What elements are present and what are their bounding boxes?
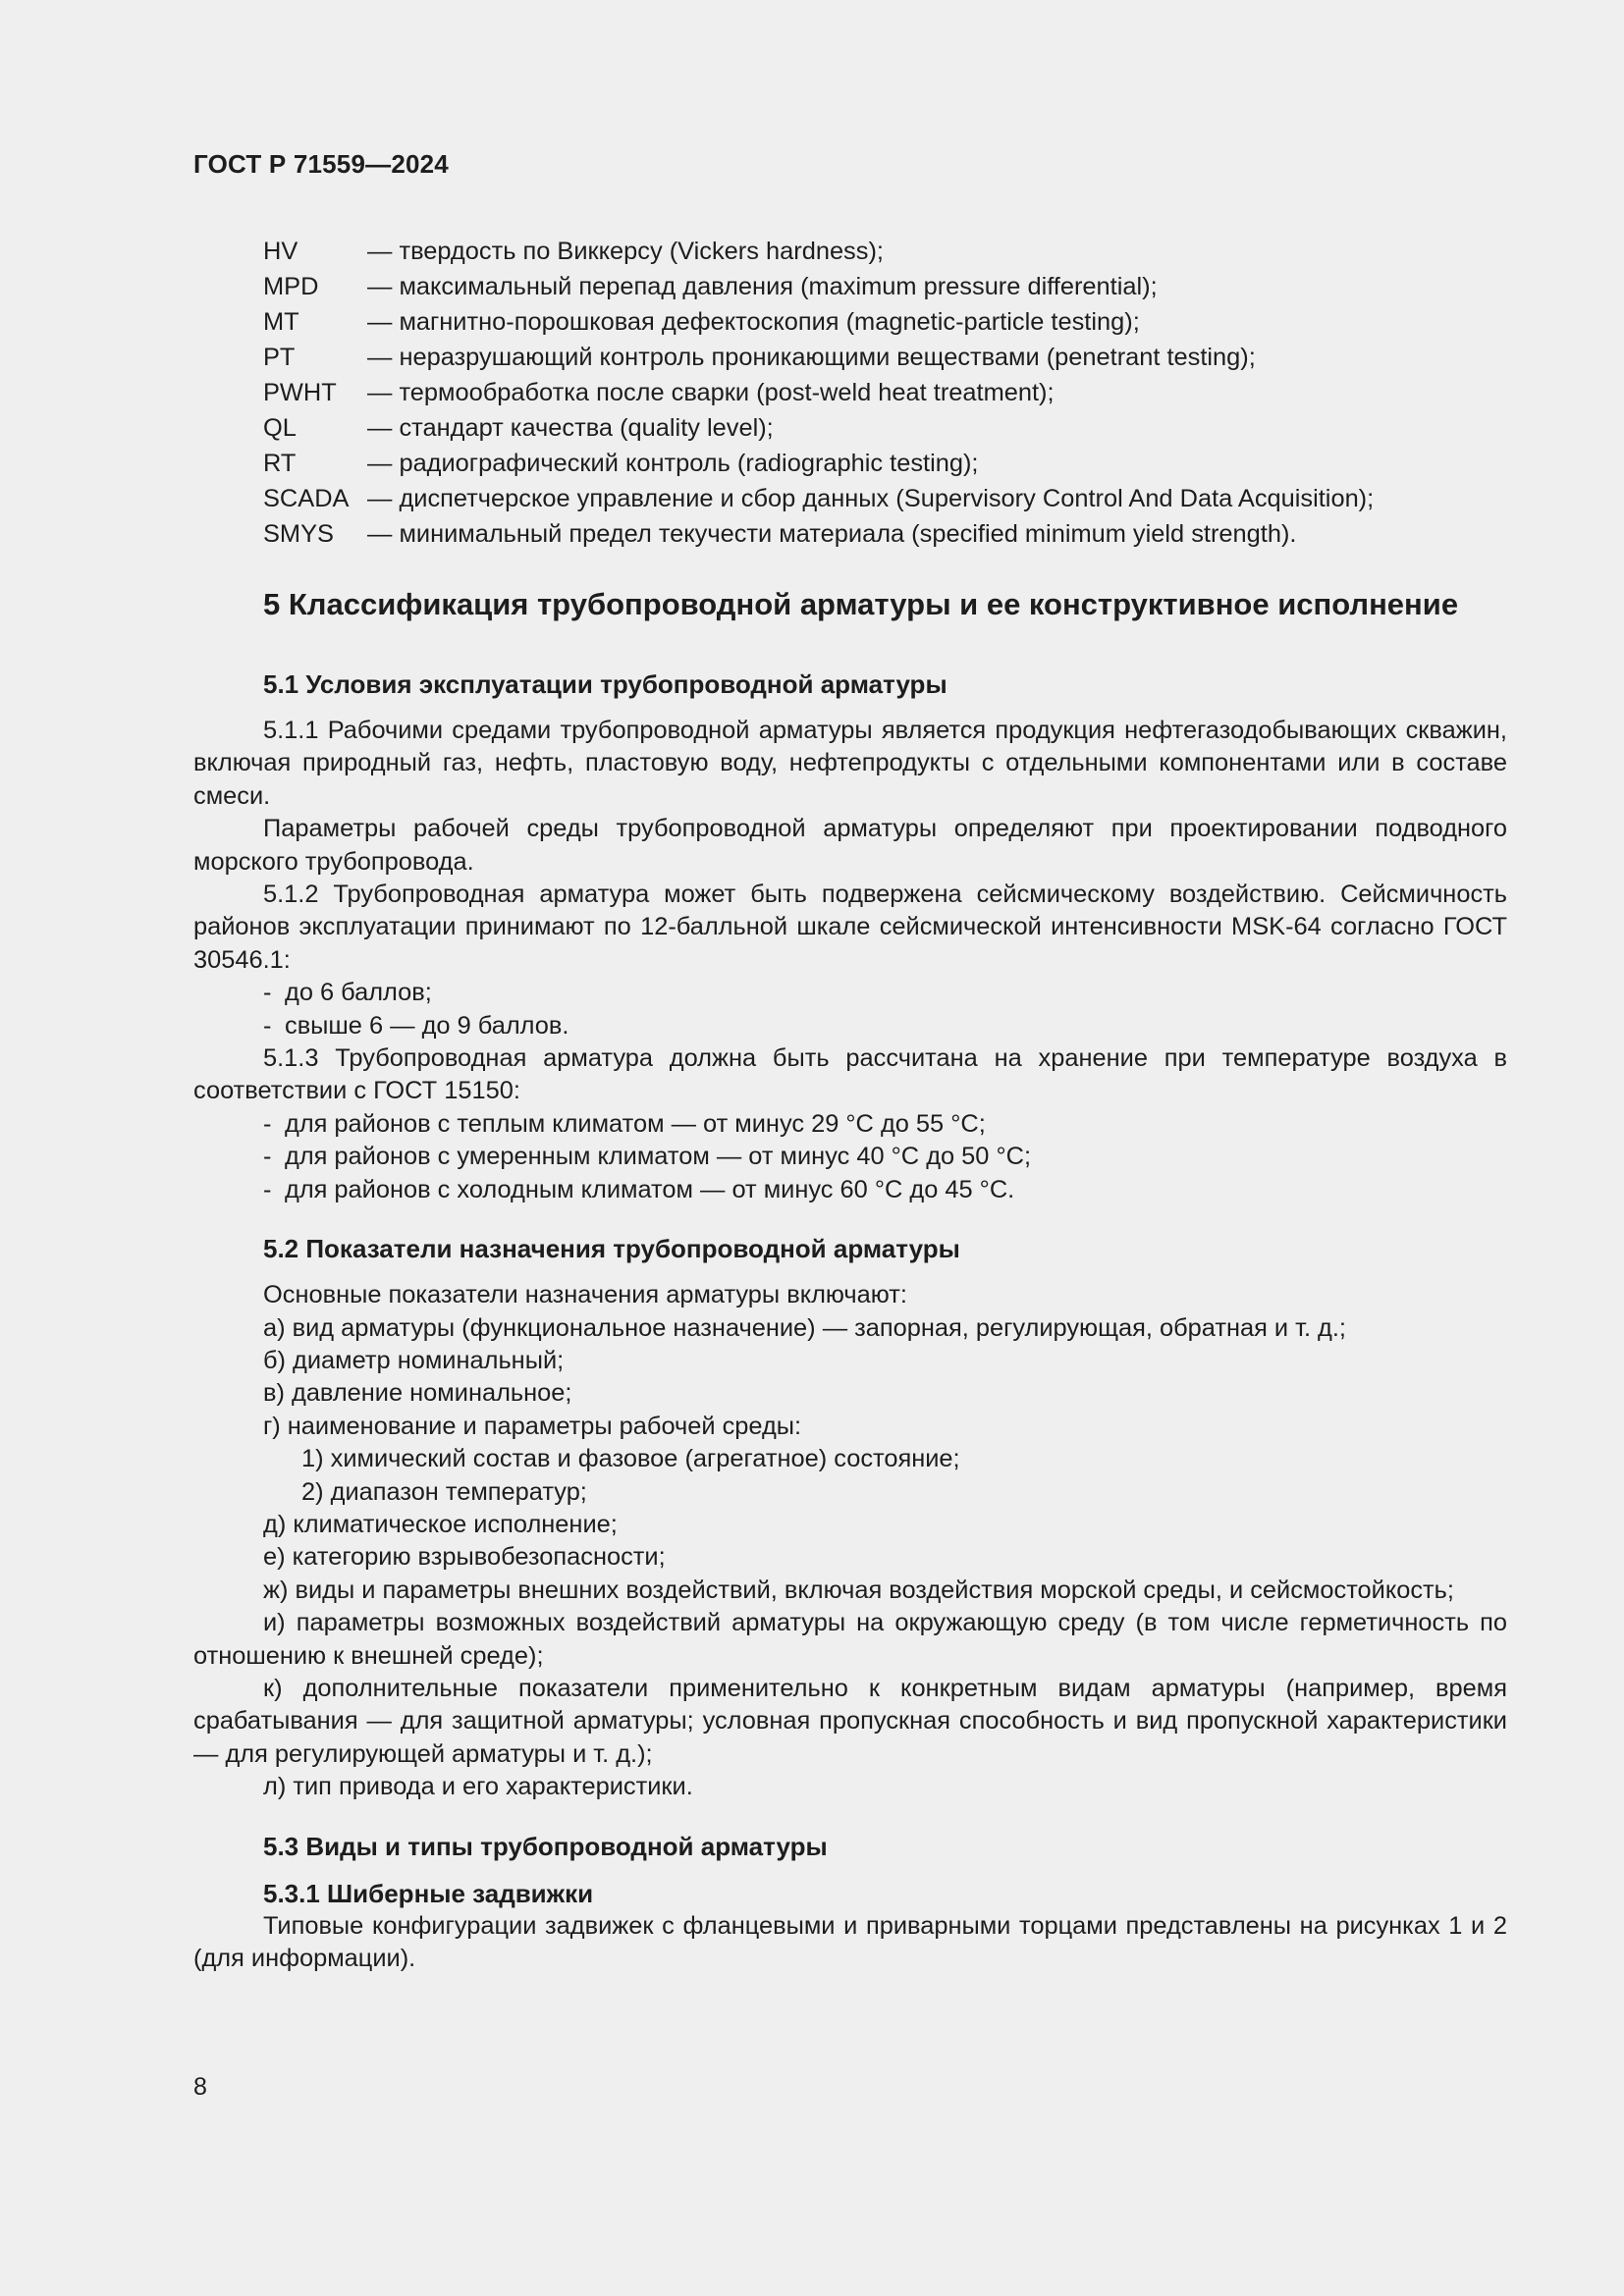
paragraph-5-3-1: Типовые конфигурации задвижек с фланцевыми и приварными торцами представлены на рисунках 1 и 2 (для информации). [193,1911,1507,1972]
abbreviation-term: HV [263,238,298,265]
abbreviation-term: SMYS [263,520,334,548]
section-5-3-1-heading: 5.3.1 Шиберные задвижки [263,1878,594,1908]
list-item: - для районов с умеренным климатом — от минус 40 °C до 50 °C; [263,1141,1507,1173]
list-item-v: в) давление номинальное; [263,1379,572,1408]
list-item-l: л) тип привода и его характеристики. [263,1773,693,1801]
page-number: 8 [193,2073,207,2101]
abbreviation-definition: — минимальный предел текучести материала (specified minimum yield strength). [367,520,1297,548]
abbreviation-definition: — стандарт качества (quality level); [367,414,774,442]
list-item-text: для районов с холодным климатом — от минус 60 °C до 45 °C. [285,1175,1015,1203]
document-body [193,585,1507,1975]
list-item-text: для районов с умеренным климатом — от минус 40 °C до 50 °C; [285,1143,1032,1171]
abbreviation-row [263,304,1540,340]
abbreviation-row [263,269,1540,304]
list-item-d: д) климатическое исполнение; [263,1510,618,1538]
abbreviation-term: QL [263,414,297,442]
abbreviation-term: SCADA [263,485,350,512]
list-item-g1: 1) химический состав и фазовое (агрегатное) состояние; [301,1445,960,1473]
list-item-text: свыше 6 — до 9 баллов. [285,1011,569,1040]
abbreviation-definition: — термообработка после сварки (post-weld heat treatment); [367,379,1055,406]
abbreviation-row [263,516,1540,552]
abbreviation-definition: — диспетчерское управление и сбор данных (Supervisory Control And Data Acquisition); [367,485,1375,512]
section-5-1-heading: 5.1 Условия эксплуатации трубопроводной арматуры [263,669,947,699]
list-item-text: для районов с теплым климатом — от минус 29 °C до 55 °C; [285,1109,986,1138]
list-item-b: б) диаметр номинальный; [263,1346,565,1374]
abbreviation-term: PT [263,344,296,371]
section-5-3-heading: 5.3 Виды и типы трубопроводной арматуры [263,1831,828,1861]
list-item: - для районов с холодным климатом — от минус 60 °C до 45 °C. [263,1174,1507,1206]
abbreviation-row [263,340,1540,375]
list-item-text: до 6 баллов; [285,979,432,1007]
paragraph-5-1-2: 5.1.2 Трубопроводная арматура может быть подвержена сейсмическому воздействию. Сейсмичность районов эксплуатации принимают по 12-балльной шкале сейсмической интенсивности MSK-64 согласно ГОСТ 30546.1: [193,881,1507,974]
abbreviation-row [263,375,1540,410]
paragraph-5-1-1-params: Параметры рабочей среды трубопроводной арматуры определяют при проектировании подводного морского трубопровода. [193,815,1507,876]
abbreviation-term: MT [263,308,299,336]
list-item: - свыше 6 — до 9 баллов. [263,1010,1507,1042]
paragraph-5-2-intro: Основные показатели назначения арматуры включают: [263,1281,907,1309]
list-item-e: е) категорию взрывобезопасности; [263,1543,666,1572]
abbreviation-row [263,234,1540,269]
list-item-a: а) вид арматуры (функциональное назначение) — запорная, регулирующая, обратная и т. д.; [263,1313,1346,1342]
abbreviation-row [263,446,1540,481]
document-code-header: ГОСТ Р 71559—2024 [193,149,449,179]
abbreviation-term: RT [263,450,297,477]
abbreviation-definition: — магнитно-порошковая дефектоскопия (magnetic-particle testing); [367,308,1140,336]
paragraph-5-1-1: 5.1.1 Рабочими средами трубопроводной арматуры является продукция нефтегазодобывающих скважин, включая природный газ, нефть, пластовую воду, нефтепродукты с отдельными компонентами или в составе смеси. [193,717,1507,810]
section-5-heading: 5 Классификация трубопроводной арматуры и ее конструктивное исполнение [263,587,1459,621]
list-item-k: к) дополнительные показатели применительно к конкретным видам арматуры (например, время срабатывания — для защитной арматуры; условная пропускная способность и вид пропускной характеристики — для регулирующей арматуры и т. д.); [193,1674,1507,1768]
list-item-g: г) наименование и параметры рабочей среды: [263,1412,802,1440]
list-item-zh: ж) виды и параметры внешних воздействий, включая воздействия морской среды, и сейсмостойкость; [263,1575,1454,1604]
abbreviation-list [263,234,1540,552]
list-item: - до 6 баллов; [263,977,1507,1009]
abbreviation-definition: — радиографический контроль (radiographic testing); [367,450,979,477]
list-item: - для районов с теплым климатом — от минус 29 °C до 55 °C; [263,1108,1507,1141]
abbreviation-definition: — неразрушающий контроль проникающими веществами (penetrant testing); [367,344,1256,371]
paragraph-5-1-3: 5.1.3 Трубопроводная арматура должна быть рассчитана на хранение при температуре воздуха в соответствии с ГОСТ 15150: [193,1044,1507,1105]
abbreviation-term: MPD [263,273,319,300]
abbreviation-definition: — твердость по Виккерсу (Vickers hardness); [367,238,884,265]
list-item-i: и) параметры возможных воздействий арматуры на окружающую среду (в том числе герметичность по отношению к внешней среде); [193,1609,1507,1670]
abbreviation-row [263,481,1540,516]
abbreviation-row [263,410,1540,446]
abbreviation-term: PWHT [263,379,337,406]
section-5-2-heading: 5.2 Показатели назначения трубопроводной арматуры [263,1234,960,1264]
abbreviation-definition: — максимальный перепад давления (maximum pressure differential); [367,273,1158,300]
list-item-g2: 2) диапазон температур; [301,1477,587,1506]
